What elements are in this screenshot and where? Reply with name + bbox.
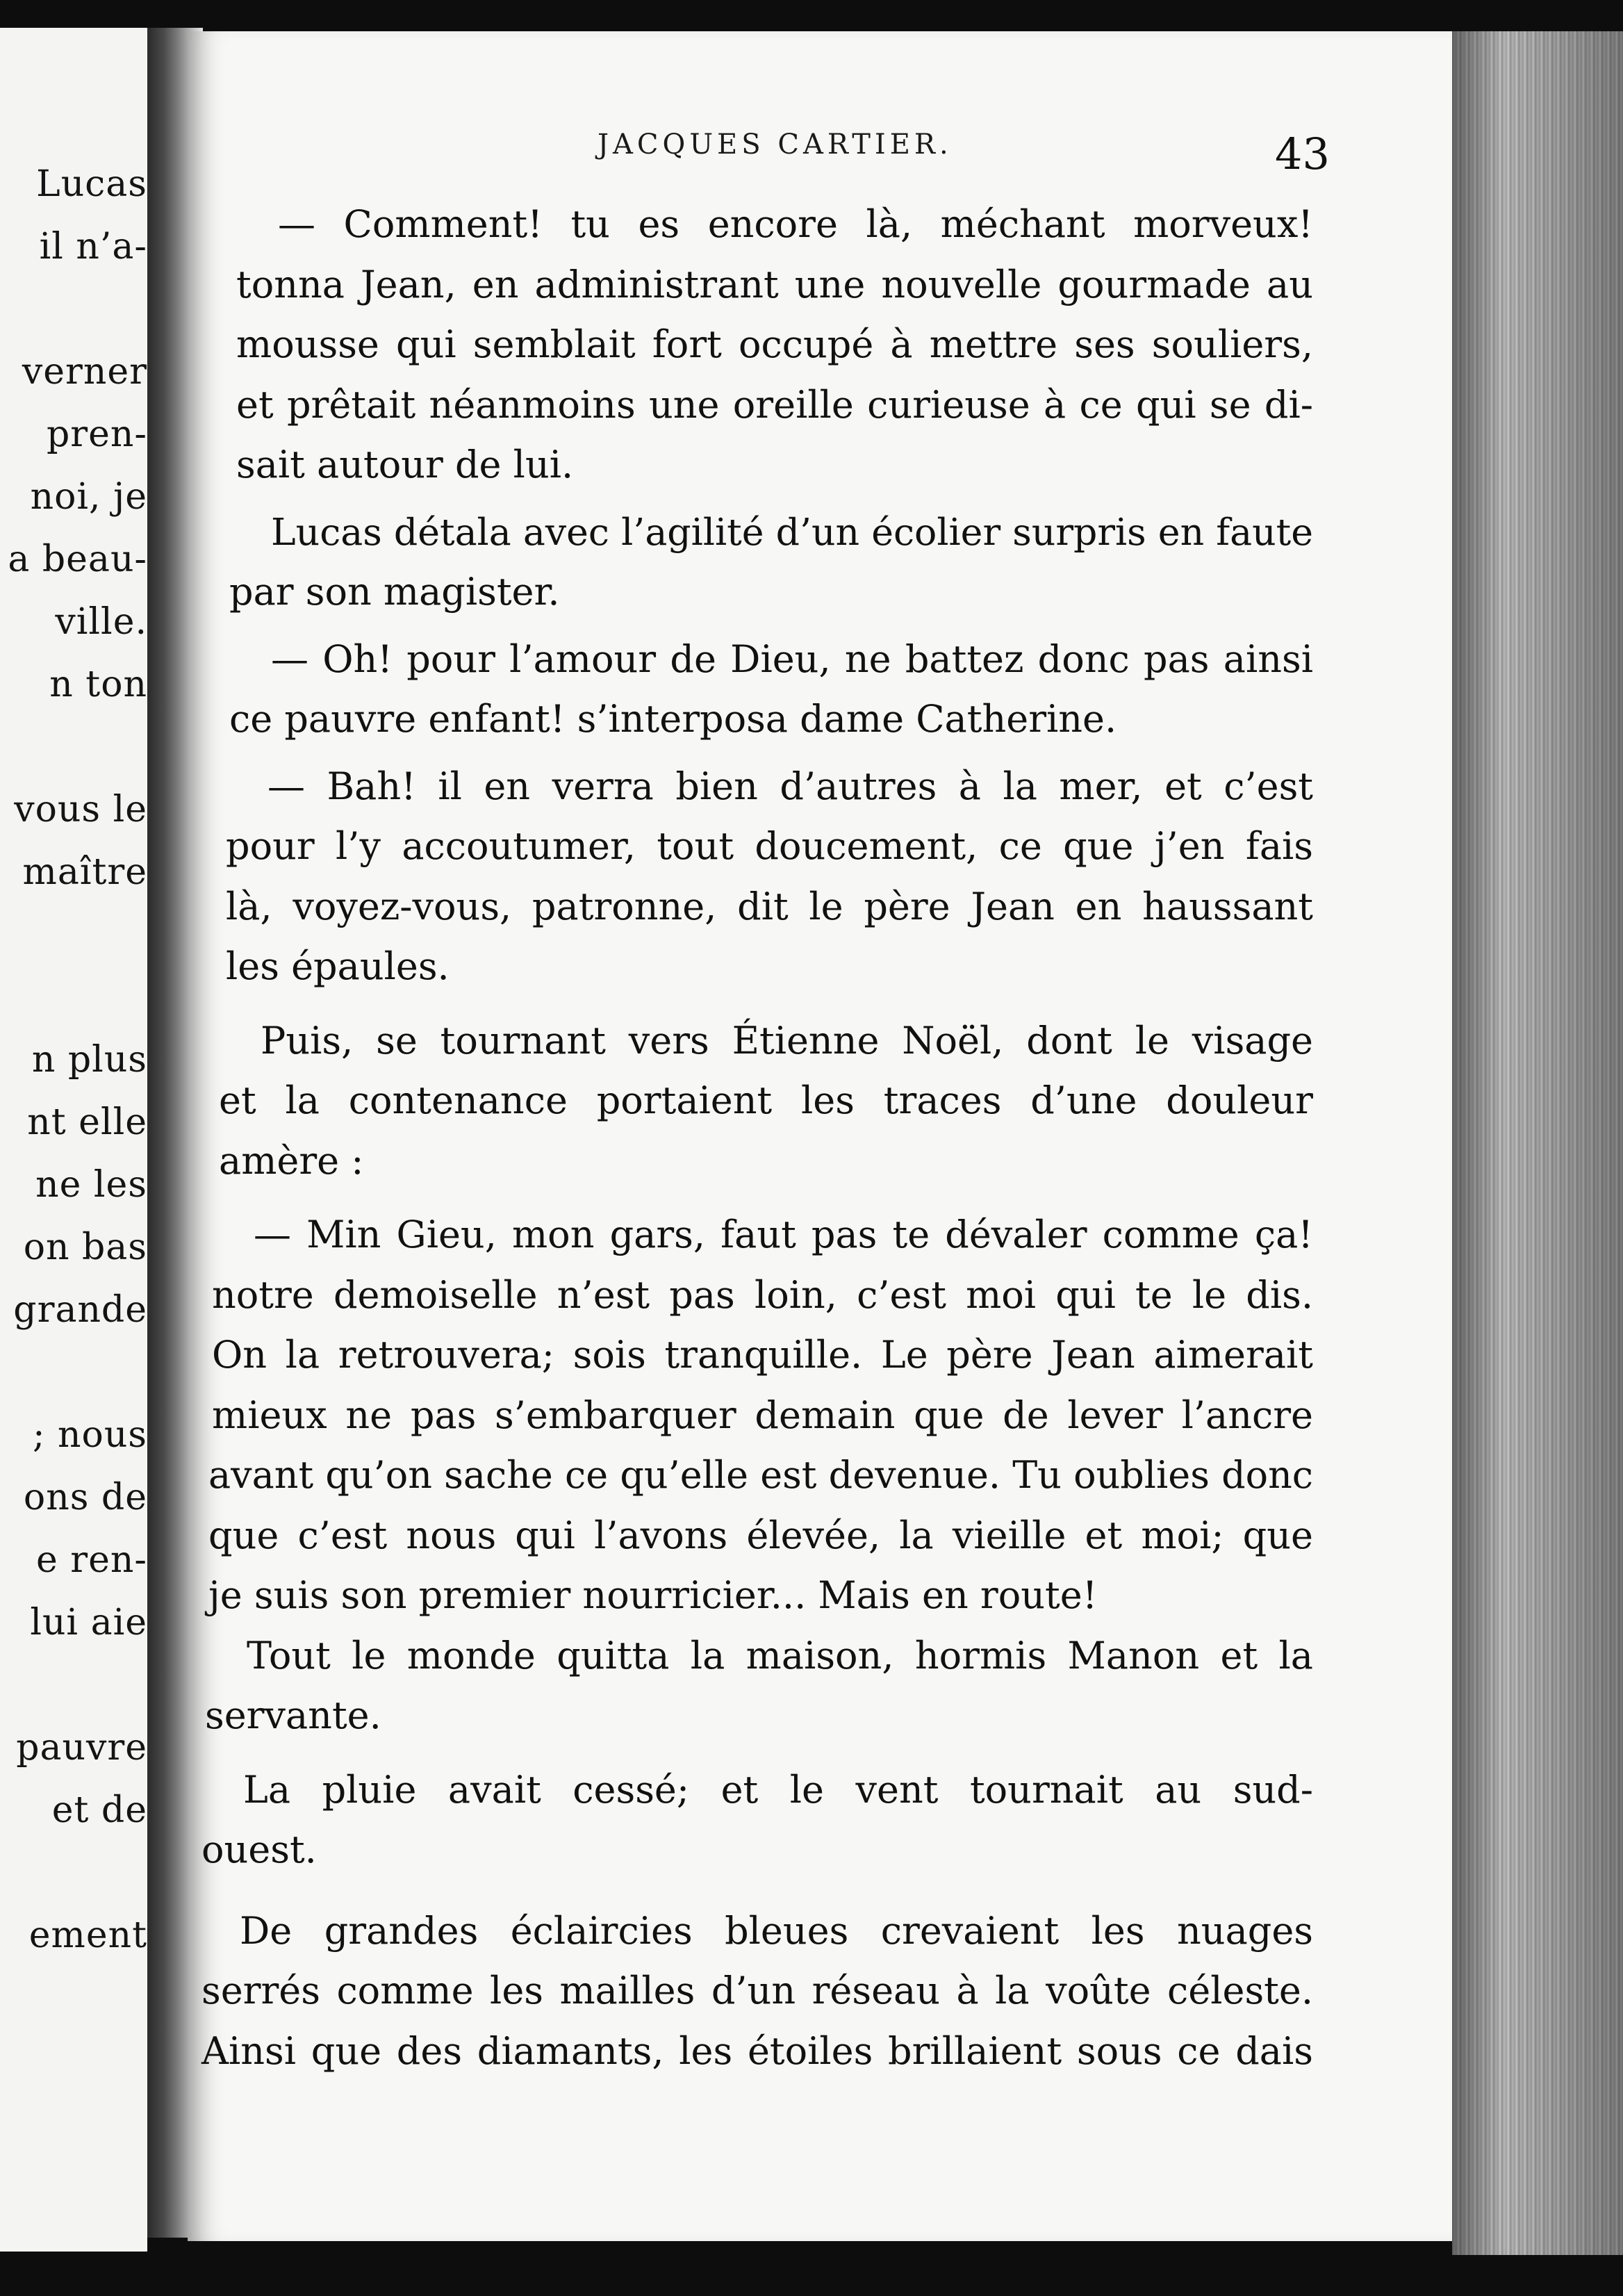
text-line: pour l’y accoutumer, tout doucement, ce que j’en fais [226,824,1313,868]
text-line: Ainsi que des diamants, les étoiles brillaient sous ce dais [201,2028,1313,2073]
left-page-line: maître [22,851,147,893]
text-line: tonna Jean, en administrant une nouvelle gourmade au [236,262,1313,306]
paragraph [201,757,1313,997]
text-line: que c’est nous qui l’avons élevée, la vieille et moi; que [208,1513,1313,1557]
text-line: servante. [205,1694,381,1737]
left-page-line: noi, je [30,476,147,518]
previous-page [0,28,147,2252]
left-page-line: on bas [23,1227,147,1268]
left-page-line: lui aie [30,1602,147,1643]
left-page-line: ement [28,1914,147,1956]
left-page-line: il n’a- [39,226,147,268]
left-page-line: n plus [31,1039,147,1081]
text-line: amère : [219,1138,364,1183]
text-line: les épaules. [226,944,450,988]
text-line: là, voyez-vous, patronne, dit le père Jean en haussant [226,884,1313,928]
paragraph [201,1760,1313,1880]
left-page-line: nt elle [27,1101,147,1143]
text-line: Lucas détala avec l’agilité d’un écolier surpris en faute [271,509,1313,554]
text-line: et la contenance portaient les traces d’une douleur [219,1079,1313,1122]
text-line: — Comment! tu es encore là, méchant morveux! [278,202,1313,246]
left-page-line: vous le [14,789,147,830]
paragraph [201,1011,1313,1192]
text-line: mousse qui semblait fort occupé à mettre ses souliers, [236,322,1313,366]
text-line: avant qu’on sache ce qu’elle est devenue. Tu oublies donc [208,1453,1313,1497]
text-line: ouest. [201,1828,317,1871]
left-page-line: a beau- [8,539,147,580]
text-line: La pluie avait cessé; et le vent tournait au sud- [243,1767,1313,1812]
left-page-line: ons de [23,1477,147,1518]
left-page-line: ville. [55,601,147,643]
text-line: On la retrouvera; sois tranquille. Le père Jean aimerait [212,1333,1313,1377]
text-line: Tout le monde quitta la maison, hormis Manon et la [247,1633,1313,1678]
text-line: — Oh! pour l’amour de Dieu, ne battez donc pas ainsi [271,637,1313,681]
text-line: sait autour de lui. [236,443,574,486]
left-page-line: e ren- [36,1539,147,1581]
page-edges [1452,31,1623,2255]
paragraph [201,195,1313,495]
left-page-line: n ton [49,664,147,705]
text-line: De grandes éclaircies bleues crevaient les nuages [240,1908,1313,1953]
paragraph [201,1901,1313,2082]
running-title: JACQUES CARTIER. [598,129,953,161]
body-text [201,195,1313,2081]
text-line: je suis son premier nourricier... Mais en route! [208,1573,1098,1617]
text-line: — Bah! il en verra bien d’autres à la mer, et c’est [267,764,1313,808]
paragraph [201,630,1313,750]
left-page-line: Lucas [36,163,147,205]
paragraph [201,1626,1313,1746]
left-page-line: grande [13,1289,147,1331]
text-line: par son magister. [229,570,560,614]
left-page-line: pauvre [16,1727,147,1769]
text-line: notre demoiselle n’est pas loin, c’est moi qui te le dis. [212,1272,1313,1317]
text-line: — Min Gieu, mon gars, faut pas te dévaler comme ça! [254,1213,1313,1256]
left-page-line: ; nous [32,1414,147,1456]
page-number: 43 [1275,129,1330,179]
left-page-line: et de [51,1789,147,1831]
text-line: et prêtait néanmoins une oreille curieuse à ce qui se di- [236,382,1313,427]
left-page-line: pren- [47,413,147,455]
paragraph [201,1205,1313,1626]
left-page-line: verner [22,351,147,393]
text-line: serrés comme les mailles d’un réseau à la voûte céleste. [201,1969,1313,2012]
text-line: Puis, se tournant vers Étienne Noël, dont le visage [261,1018,1313,1063]
paragraph [201,502,1313,623]
left-page-line: ne les [35,1164,147,1206]
text-line: mieux ne pas s’embarquer demain que de lever l’ancre [212,1393,1313,1437]
text-line: ce pauvre enfant! s’interposa dame Catherine. [229,697,1117,741]
